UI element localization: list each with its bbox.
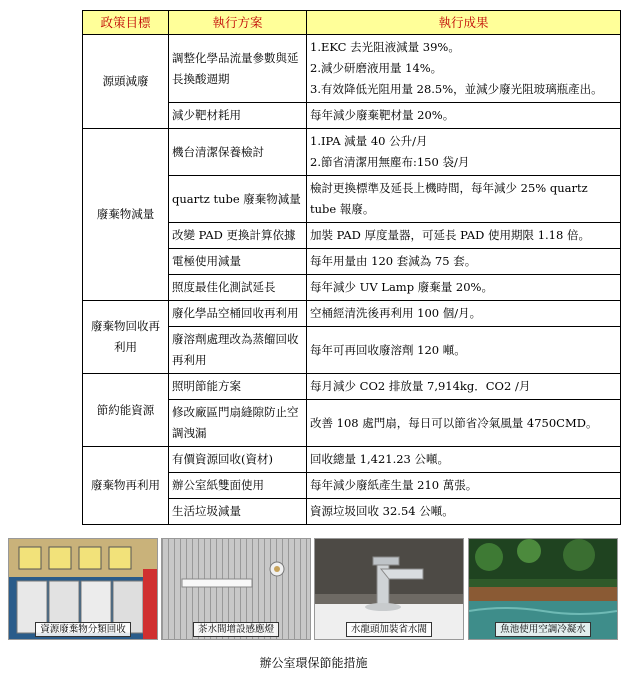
- plan-cell: quartz tube 廢棄物減量: [169, 176, 307, 223]
- plan-cell: 改變 PAD 更換計算依據: [169, 223, 307, 249]
- goal-cell: 廢棄物再利用: [83, 447, 169, 525]
- result-cell: [307, 35, 621, 103]
- result-line: 2.節省清潔用無塵布:150 袋/月: [310, 155, 470, 169]
- plan-cell: 機台清潔保養檢討: [169, 129, 307, 176]
- table-header-row: [83, 11, 621, 35]
- header-result: 執行成果: [307, 11, 621, 35]
- goal-cell: 廢棄物減量: [83, 129, 169, 301]
- goal-cell: 節約能資源: [83, 374, 169, 447]
- plan-cell: 調整化學品流量參數與延長換酸週期: [169, 35, 307, 103]
- result-cell: 每月減少 CO2 排放量 7,914kg．CO2 /月: [307, 374, 621, 400]
- result-cell: 每年減少廢棄靶材量 20%。: [307, 103, 621, 129]
- result-cell: 空桶經清洗後再利用 100 個/月。: [307, 301, 621, 327]
- table-row: [83, 301, 621, 327]
- result-line: 3.有效降低光阻用量 28.5%，並減少廢光阻玻璃瓶產出。: [310, 82, 603, 96]
- plan-cell: 廢溶劑處理改為蒸餾回收再利用: [169, 327, 307, 374]
- result-cell: 改善 108 處門扇，每日可以節省冷氣風量 4750CMD。: [307, 400, 621, 447]
- photo-caption: 茶水間增設感應燈: [193, 622, 279, 637]
- photo-fish-pond: [468, 538, 618, 640]
- result-cell: 每年可再回收廢溶劑 120 噸。: [307, 327, 621, 374]
- photo-faucet: [314, 538, 464, 640]
- header-plan: 執行方案: [169, 11, 307, 35]
- result-cell: 檢討更換標準及延長上機時間，每年減少 25% quartz tube 報廢。: [307, 176, 621, 223]
- plan-cell: 修改廠區門扇縫隙防止空調洩漏: [169, 400, 307, 447]
- plan-cell: 辦公室紙雙面使用: [169, 473, 307, 499]
- goal-cell: 廢棄物回收再利用: [83, 301, 169, 374]
- plan-cell: 減少靶材耗用: [169, 103, 307, 129]
- plan-cell: 照明節能方案: [169, 374, 307, 400]
- photo-recycling-bins: [8, 538, 158, 640]
- footer-caption: 辦公室環保節能措施: [259, 656, 368, 670]
- table-row: [83, 374, 621, 400]
- result-cell: 回收總量 1,421.23 公噸。: [307, 447, 621, 473]
- photo-caption: 水龍頭加裝省水閥: [346, 622, 432, 637]
- result-cell: [307, 129, 621, 176]
- photo-caption: 資源廢棄物分類回收: [35, 622, 131, 637]
- plan-cell: 生活垃圾減量: [169, 499, 307, 525]
- result-cell: 每年減少 UV Lamp 廢棄量 20%。: [307, 275, 621, 301]
- photo-strip: [8, 538, 620, 640]
- result-line: 1.IPA 減量 40 公升/月: [310, 134, 428, 148]
- result-cell: 資源垃圾回收 32.54 公噸。: [307, 499, 621, 525]
- result-line: 2.減少研磨液用量 14%。: [310, 61, 443, 75]
- plan-cell: 有價資源回收(資材): [169, 447, 307, 473]
- result-line: 1.EKC 去光阻液減量 39%。: [310, 40, 460, 54]
- table-row: [83, 129, 621, 176]
- goal-cell: 源頭減廢: [83, 35, 169, 129]
- header-goal: 政策目標: [83, 11, 169, 35]
- photo-ceiling-light: [161, 538, 311, 640]
- table-row: [83, 35, 621, 103]
- result-cell: 加裝 PAD 厚度量器，可延長 PAD 使用期限 1.18 倍。: [307, 223, 621, 249]
- policy-table: [82, 10, 621, 525]
- photo-caption: 魚池使用空調冷凝水: [495, 622, 591, 637]
- result-cell: 每年減少廢紙產生量 210 萬張。: [307, 473, 621, 499]
- plan-cell: 電極使用減量: [169, 249, 307, 275]
- plan-cell: 廢化學品空桶回收再利用: [169, 301, 307, 327]
- result-cell: 每年用量由 120 套減為 75 套。: [307, 249, 621, 275]
- table-row: [83, 447, 621, 473]
- plan-cell: 照度最佳化測試延長: [169, 275, 307, 301]
